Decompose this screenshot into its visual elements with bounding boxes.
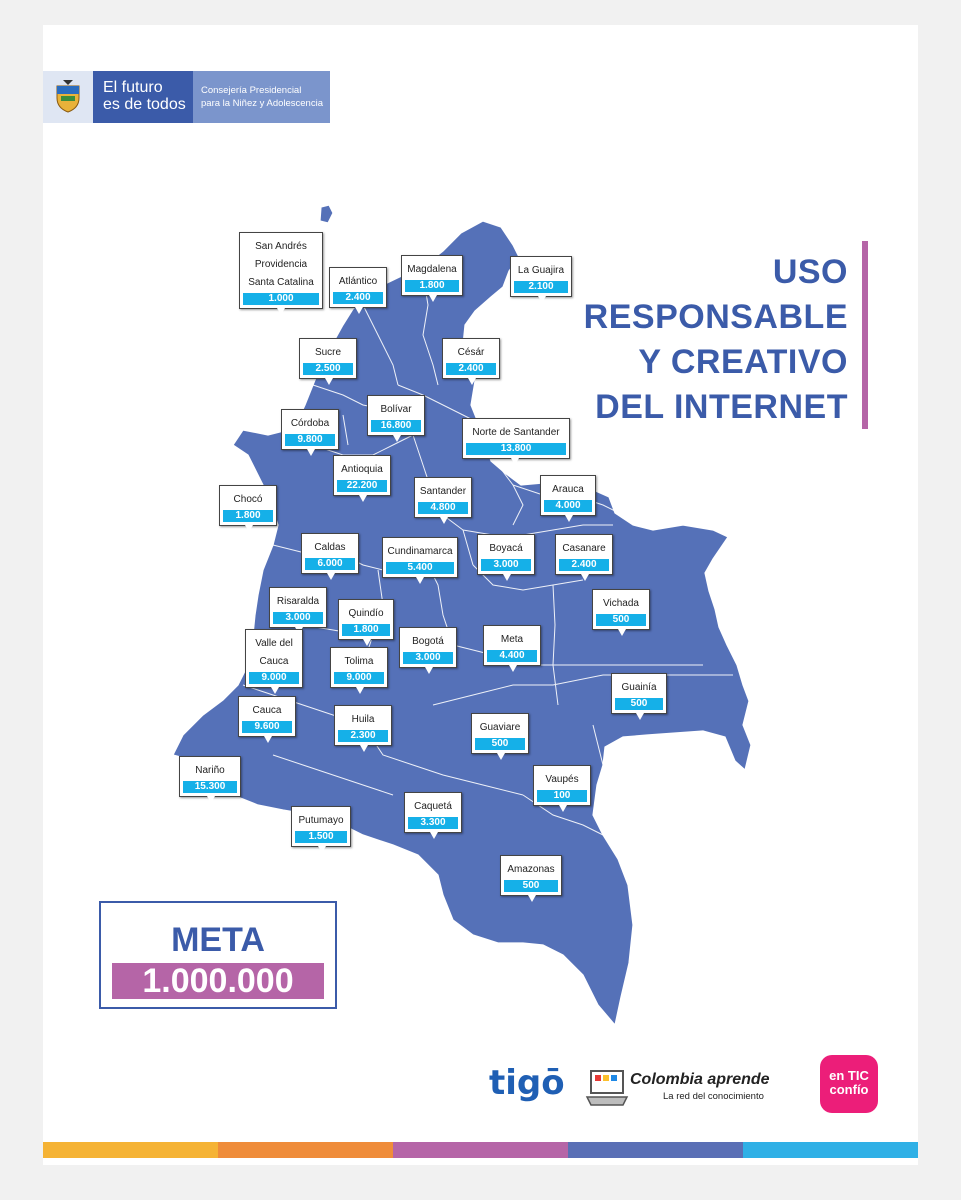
region-name: Putumayo [298,815,344,826]
region-name: Chocó [233,494,263,505]
region-name: Césár [457,347,485,358]
goal-box [99,901,337,1009]
region-name: San Andrés Providencia Santa Catalina [248,241,314,288]
region-name: Atlántico [338,276,378,287]
laptop-icon [585,1067,629,1111]
region-label [533,765,591,806]
slogan-line-1: El futuro [103,79,163,96]
region-label [301,533,359,574]
region-value: 500 [504,880,558,892]
colombia-aprende-name: Colombia aprende [630,1071,770,1088]
region-label [483,625,541,666]
region-value: 6.000 [305,558,355,570]
region-name: Guainía [621,682,657,693]
colombia-aprende-tagline: La red del conocimiento [663,1091,764,1102]
region-value: 1.800 [405,280,459,292]
region-value: 5.400 [386,562,454,574]
stripe-yellow [43,1142,218,1158]
region-name: Nariño [195,765,225,776]
region-label [238,696,296,737]
region-value: 2.500 [303,363,353,375]
region-value: 2.300 [338,730,388,742]
region-label [334,705,392,746]
region-label [291,806,351,847]
region-name: Sucre [314,347,342,358]
region-name: Quindío [348,608,384,619]
color-stripes [43,1142,918,1158]
region-value: 500 [615,698,663,710]
entic-line-2: confío [829,1082,869,1097]
title-accent-bar [862,241,868,429]
region-name: Arauca [552,484,584,495]
stripe-blue [568,1142,743,1158]
region-name: Norte de Santander [472,427,560,438]
title-line-3: Y CREATIVO [638,343,848,381]
slogan-line-2: es de todos [103,96,186,113]
region-value: 2.400 [559,559,609,571]
region-label [414,477,472,518]
entity-line-1: Consejería Presidencial [201,85,302,96]
region-name: Caquetá [414,801,452,812]
region-value: 100 [537,790,587,802]
region-value: 9.600 [242,721,292,733]
region-value: 4.000 [544,500,592,512]
region-value: 4.400 [487,650,537,662]
region-value: 1.800 [223,510,273,522]
region-value: 1.500 [295,831,347,843]
region-name: Meta [500,634,524,645]
region-label [462,418,570,459]
region-value: 4.800 [418,502,468,514]
region-value: 9.800 [285,434,335,446]
stripe-purple [393,1142,568,1158]
region-name: Huila [351,714,375,725]
region-value: 3.000 [481,559,531,571]
region-value: 500 [596,614,646,626]
region-label [477,534,535,575]
region-label [281,409,339,450]
entity-line-2: para la Niñez y Adolescencia [201,98,323,109]
region-value: 9.000 [249,672,299,684]
region-value: 500 [475,738,525,750]
region-value: 2.100 [514,281,568,293]
region-value: 2.400 [333,292,383,304]
region-name: Bogotá [412,636,444,647]
region-label [404,792,462,833]
en-tic-confio-logo [820,1055,878,1113]
region-label [245,629,303,688]
region-label [500,855,562,896]
region-name: Valle del Cauca [255,638,293,667]
region-label [611,673,667,714]
region-name: Vaupés [545,774,579,785]
region-label [179,756,241,797]
region-label [367,395,425,436]
region-label [299,338,357,379]
title-line-1: USO [772,253,848,291]
region-label [510,256,572,297]
region-name: Cundinamarca [387,546,453,557]
region-label [399,627,457,668]
region-label [330,647,388,688]
page-title [584,250,848,430]
region-label [540,475,596,516]
goal-value: 1.000.000 [112,963,324,999]
region-label [219,485,277,526]
region-value: 9.000 [334,672,384,684]
region-name: Casanare [562,543,606,554]
region-label [269,587,327,628]
region-name: Cauca [252,705,282,716]
region-name: Caldas [314,542,346,553]
region-name: Guaviare [479,722,521,733]
region-label [382,537,458,578]
region-label [592,589,650,630]
region-label [333,455,391,496]
region-label [239,232,323,309]
region-value: 15.300 [183,781,237,793]
region-value: 3.000 [273,612,323,624]
title-line-2: RESPONSABLE [583,298,848,336]
title-line-4: DEL INTERNET [595,388,848,426]
colombia-aprende-logo [583,1065,793,1115]
entic-line-1: en TIC [829,1068,869,1083]
region-value: 3.300 [408,817,458,829]
region-value: 16.800 [371,420,421,432]
region-value: 13.800 [466,443,566,455]
region-value: 1.000 [243,293,319,305]
region-name: Córdoba [290,418,330,429]
goal-label: META [171,921,265,959]
region-label [329,267,387,308]
region-name: Risaralda [276,596,320,607]
region-label [401,255,463,296]
region-value: 3.000 [403,652,453,664]
infographic-card [43,25,918,1165]
region-label [471,713,529,754]
region-name: Bolívar [380,404,412,415]
region-label [555,534,613,575]
stripe-cyan [743,1142,918,1158]
region-value: 2.400 [446,363,496,375]
region-name: Tolima [344,656,374,667]
region-value: 1.800 [342,624,390,636]
region-value: 22.200 [337,480,387,492]
tigo-logo: tigō [489,1063,565,1103]
region-name: Antioquia [341,464,383,475]
region-name: Amazonas [507,864,555,875]
region-label [338,599,394,640]
region-name: Santander [419,486,467,497]
region-name: Vichada [603,598,639,609]
stripe-orange [218,1142,393,1158]
region-name: Boyacá [489,543,523,554]
region-label [442,338,500,379]
region-name: Magdalena [407,264,457,275]
region-name: La Guajira [517,265,565,276]
